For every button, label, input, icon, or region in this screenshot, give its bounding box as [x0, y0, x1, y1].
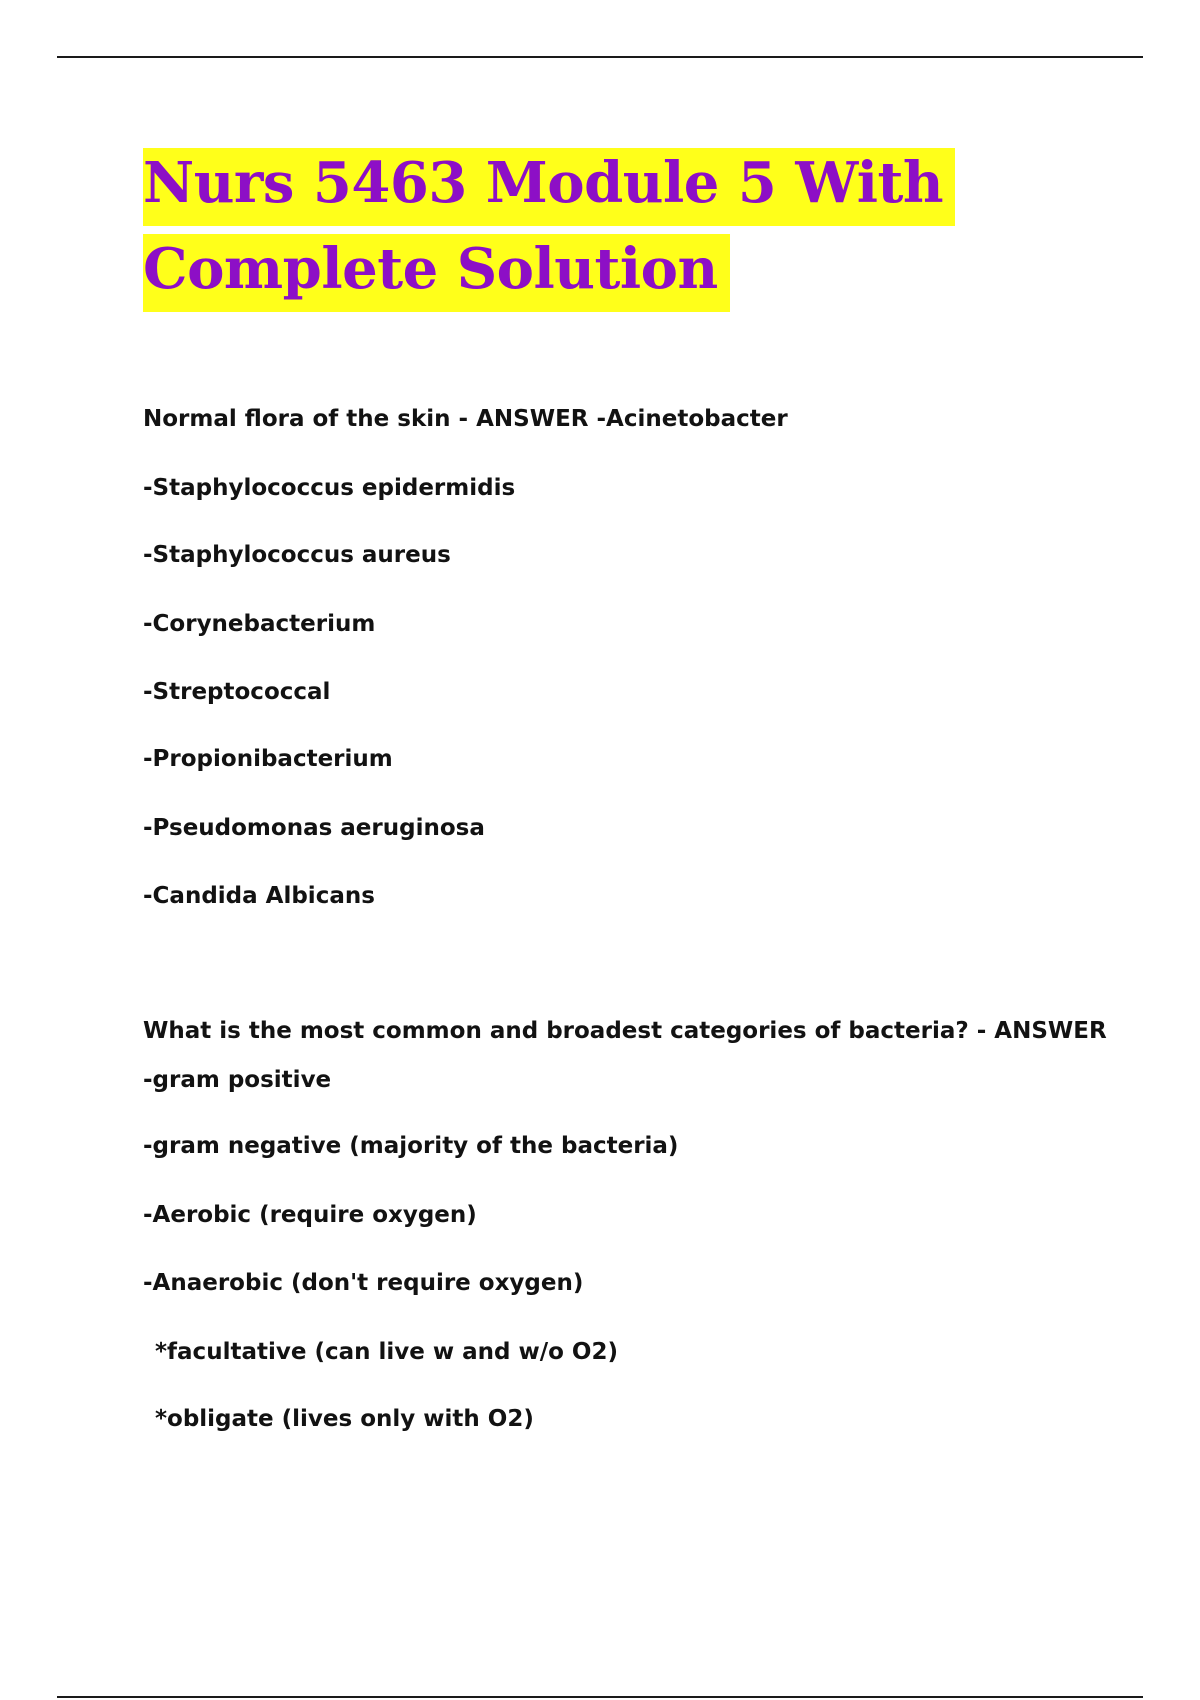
answer-line: -Corynebacterium [143, 611, 376, 637]
question-2: What is the most common and broadest categories of bacteria? - ANSWER [143, 1018, 1107, 1044]
question-1: Normal flora of the skin - ANSWER -Acinetobacter [143, 406, 788, 432]
answer-line: -Staphylococcus aureus [143, 542, 451, 568]
sub-answer-line: *facultative (can live w and w/o O2) [155, 1339, 618, 1365]
answer-line: -Propionibacterium [143, 746, 393, 772]
document-title-highlight: Nurs 5463 Module 5 With Complete Solution [143, 148, 955, 312]
document-title [143, 140, 1043, 312]
answer-line: -Anaerobic (don't require oxygen) [143, 1270, 584, 1296]
footer-rule [57, 1696, 1143, 1698]
answer-line: -Streptococcal [143, 679, 331, 705]
answer-line: -Pseudomonas aeruginosa [143, 815, 485, 841]
header-rule [57, 56, 1143, 58]
answer-line: -gram negative (majority of the bacteria) [143, 1133, 679, 1159]
answer-line: -gram positive [143, 1067, 332, 1093]
answer-line: -Candida Albicans [143, 883, 375, 909]
answer-line: -Aerobic (require oxygen) [143, 1202, 477, 1228]
sub-answer-line: *obligate (lives only with O2) [155, 1406, 534, 1432]
answer-line: -Staphylococcus epidermidis [143, 475, 516, 501]
